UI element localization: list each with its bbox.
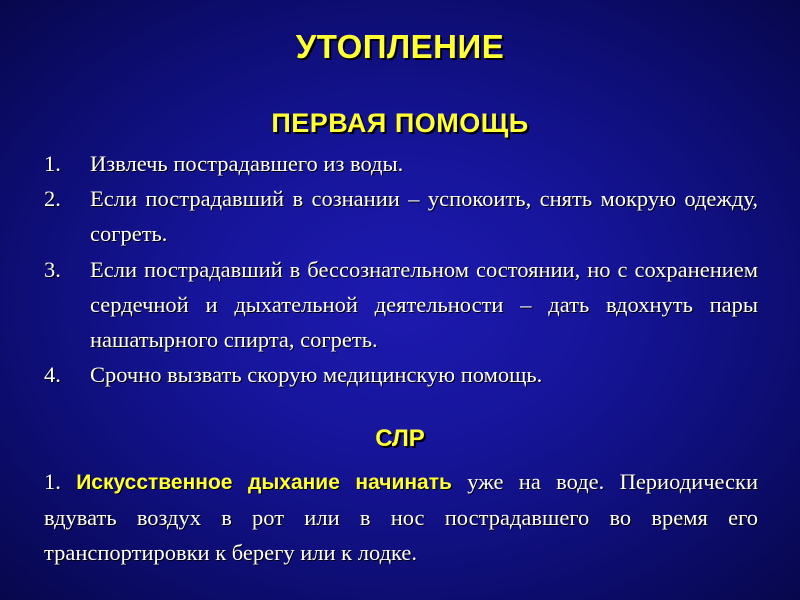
step-text: Извлечь пострадавшего из воды. bbox=[90, 151, 404, 176]
step-text: Срочно вызвать скорую медицинскую помощь. bbox=[90, 362, 543, 388]
step-number: 1. bbox=[44, 151, 61, 176]
step-text: Если пострадавший в бессознательном состоянии, но с сохранением сердечной и дыхательной деятельности – дать вдохнуть пары нашатырного спирта, согреть. bbox=[90, 256, 758, 353]
step-number: 3. bbox=[44, 256, 61, 282]
first-aid-steps bbox=[44, 146, 758, 392]
cpr-bold-text: Искусственное дыхание начинать bbox=[76, 471, 452, 494]
step-number: 4. bbox=[44, 362, 61, 388]
step-item bbox=[44, 181, 758, 251]
cpr-number: 1. bbox=[44, 469, 61, 494]
slide-title: УТОПЛЕНИЕ bbox=[295, 28, 505, 65]
step-text: Если пострадавший в сознании – успокоить, снять мокрую одежду, согреть. bbox=[90, 186, 758, 247]
step-item bbox=[44, 252, 758, 358]
step-item bbox=[44, 357, 758, 392]
cpr-heading: СЛР bbox=[375, 425, 425, 452]
step-item bbox=[44, 146, 758, 181]
cpr-paragraph bbox=[44, 464, 758, 571]
cpr-text: уже на воде. Периодически вдувать воздух в рот или в нос пострадавшего во время его транспортировки к берегу или к лодке. bbox=[44, 469, 759, 566]
step-number: 2. bbox=[44, 186, 61, 212]
first-aid-heading: ПЕРВАЯ ПОМОЩЬ bbox=[271, 108, 529, 138]
